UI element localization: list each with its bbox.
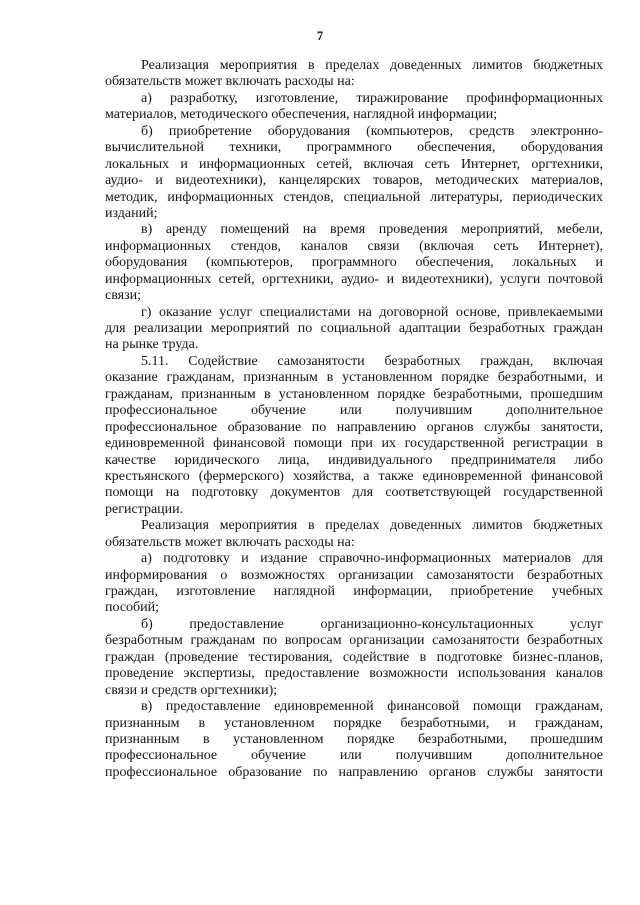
text-line: б) приобретение оборудования (компьютеров, средств электронно- [141,123,603,139]
text-line: качестве юридического лица, индивидуального предпринимателя либо [105,452,603,468]
text-line: обязательств может включать расходы на: [105,74,355,90]
text-line: единовременной финансовой помощи при их государственной регистрации в [105,436,603,452]
text-line: локальных и информационных сетей, включая сеть Интернет, оргтехники, [105,156,603,172]
text-line: информационных стендов, каналов связи (включая сеть Интернет), [105,238,603,254]
text-line: а) разработку, изготовление, тиражирование профинформационных [141,90,603,106]
text-line: регистрации. [105,501,184,517]
text-line: граждан (проведение тестирования, содействие в подготовке бизнес-планов, [105,649,603,665]
text-line: обязательств может включать расходы на: [105,534,355,550]
page-number: 7 [316,29,324,43]
text-line: информационных сетей, оргтехники, аудио- и видеотехники), услуги почтовой [105,271,603,287]
text-line: признанным в установленном порядке безработными, прошедшим [105,731,603,747]
text-line: профессиональное образование по направлению органов службы занятости [105,764,603,780]
text-line: связи; [105,288,141,304]
text-line: изданий; [105,205,158,221]
text-line: б) предоставление организационно-консультационных услуг [141,616,603,632]
text-line: Реализация мероприятия в пределах доведенных лимитов бюджетных [141,58,603,73]
text-line: крестьянского (фермерского) хозяйства, а также единовременной финансовой [105,468,603,484]
text-line: гражданам, признанным в установленном порядке безработными, прошедшим [105,386,603,402]
text-line: граждан, изготовление наглядной информации, приобретение учебных [105,584,603,599]
text-line: оборудования (компьютеров, программного обеспечения, локальных и [105,255,603,271]
text-line: профессиональное обучение или получившим дополнительное [105,403,603,419]
text-line: методик, информационных стендов, специальной литературы, периодических [105,189,603,205]
text-line: пособий; [105,600,160,616]
text-line: г) оказание услуг специалистами на договорной основе, привлекаемыми [141,304,603,320]
text-line: проведение экспертизы, предоставление возможности использования каналов [105,666,603,682]
text-line: профессиональное образование по направлению органов службы занятости, [105,419,603,435]
text-line: 5.11. Содействие самозанятости безработных граждан, включая [141,353,603,369]
text-line: информирования о возможностях организации самозанятости безработных [105,567,603,583]
text-line: материалов, методического обеспечения, наглядной информации; [105,107,498,123]
text-line: признанным в установленном порядке безработными, и гражданам, [105,715,603,731]
text-line: помощи на подготовку документов для соответствующей государственной [105,485,603,501]
document-body [105,58,603,781]
text-line: Реализация мероприятия в пределах доведенных лимитов бюджетных [141,518,603,534]
text-line: для реализации мероприятий по социальной адаптации безработных граждан [105,321,603,336]
text-line: вычислительной техники, программного обеспечения, оборудования [105,140,603,156]
text-line: аудио- и видеотехники), канцелярских товаров, методических материалов, [105,173,603,189]
text-line: в) предоставление единовременной финансовой помощи гражданам, [141,699,603,715]
text-line: в) аренду помещений на время проведения мероприятий, мебели, [141,222,603,238]
text-line: оказание гражданам, признанным в установленном порядке безработными, и [105,370,603,386]
text-line: на рынке труда. [105,337,199,353]
text-line: безработным гражданам по вопросам организации самозанятости безработных [105,633,603,649]
text-line: а) подготовку и издание справочно-информационных материалов для [141,551,603,567]
text-line: связи и средств оргтехники); [105,682,278,698]
text-line: профессиональное обучение или получившим дополнительное [105,748,603,764]
